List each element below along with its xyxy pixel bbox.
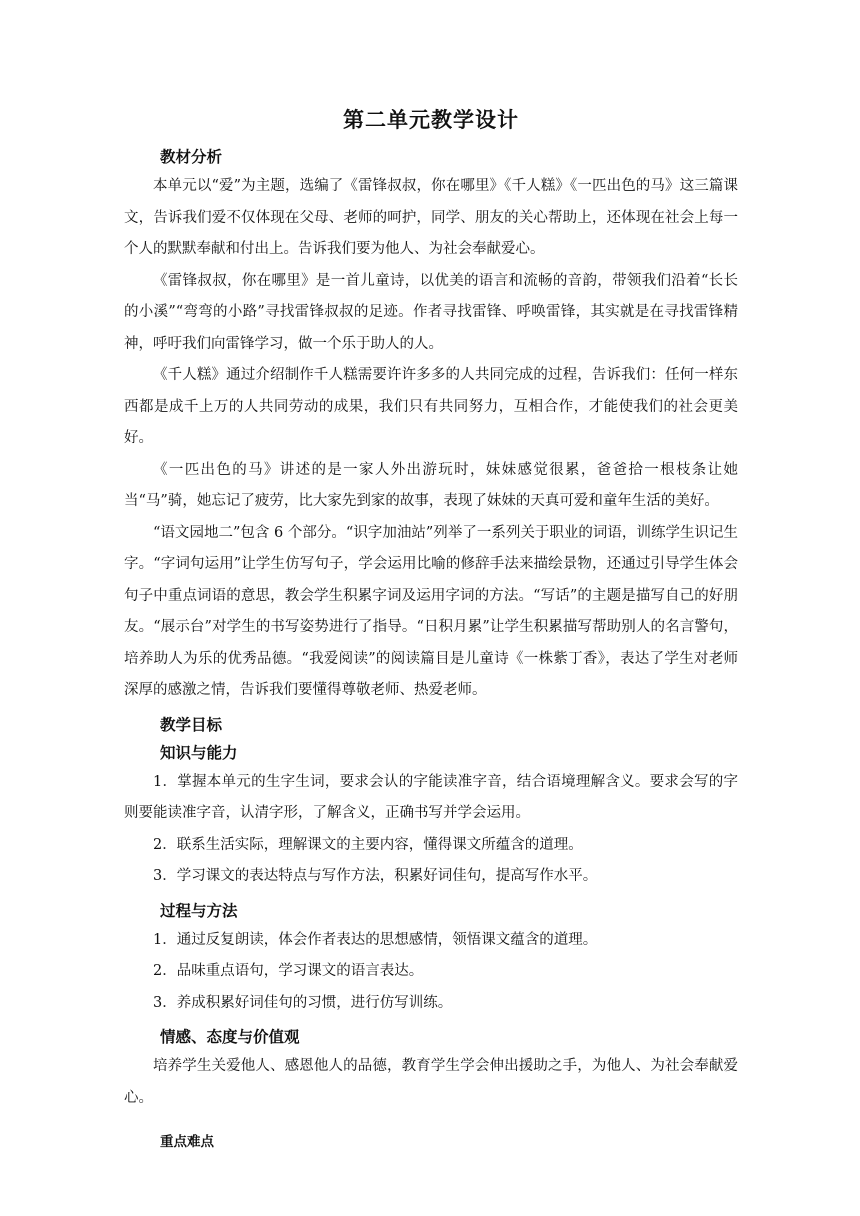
page-title: 第二单元教学设计 (343, 108, 519, 132)
subsection-heading-knowledge: 知识与能力 (160, 743, 238, 762)
knowledge-item: 2．联系生活实际，理解课文的主要内容，懂得课文所蕴含的道理。 (153, 836, 583, 853)
process-item: 2．品味重点语句，学习课文的语言表达。 (153, 963, 424, 979)
section-heading-goals: 教学目标 (160, 715, 223, 734)
analysis-paragraph: 《千人糕》通过介绍制作千人糕需要许许多多的人共同完成的过程，告诉我们：任何一样东西都是成千上万的人共同劳动的成果，我们只有共同努力，互相合作，才能使我们的社会更美好。 (124, 367, 738, 446)
analysis-paragraph: 《雷锋叔叔，你在哪里》是一首儿童诗，以优美的语言和流畅的音韵，带领我们沿着“长长的小溪”“弯弯的小路”寻找雷锋叔叔的足迹。作者寻找雷锋、呼唤雷锋，其实就是在寻找雷锋精神，呼吁我们向雷锋学习，做一个乐于助人的人。 (124, 272, 738, 352)
section-heading-key-points: 重点难点 (160, 1134, 214, 1150)
analysis-paragraph: 本单元以“爱”为主题，选编了《雷锋叔叔，你在哪里》《千人糕》《一匹出色的马》这三篇课文，告诉我们爱不仅体现在父母、老师的呵护，同学、朋友的关心帮助上，还体现在社会上每一个人的默默奉献和付出上。告诉我们要为他人、为社会奉献爱心。 (124, 178, 738, 257)
analysis-paragraph: 《一匹出色的马》讲述的是一家人外出游玩时，妹妹感觉很累，爸爸拾一根枝条让她当“马”骑，她忘记了疲劳，比大家先到家的故事，表现了妹妹的天真可爱和童年生活的美好。 (124, 461, 738, 509)
section-heading-analysis: 教材分析 (160, 148, 223, 166)
subsection-heading-process: 过程与方法 (160, 901, 238, 920)
knowledge-item: 3．学习课文的表达特点与写作方法，积累好词佳句，提高写作水平。 (153, 868, 598, 884)
process-item: 3．养成积累好词佳句的习惯，进行仿写训练。 (153, 994, 453, 1011)
emotion-paragraph: 培养学生关爱他人、感恩他人的品德，教育学生学会伸出援助之手，为他人、为社会奉献爱心。 (124, 1058, 738, 1106)
process-item: 1．通过反复朗读，体会作者表达的思想感情，领悟课文蕴含的道理。 (153, 931, 598, 948)
subsection-heading-emotion: 情感、态度与价值观 (160, 1028, 300, 1046)
knowledge-item: 1．掌握本单元的生字生词，要求会认的字能读准字音，结合语境理解含义。要求会写的字则要能读准字音，认清字形，了解含义，正确书写并学会运用。 (124, 773, 738, 821)
document-body (124, 105, 738, 1152)
analysis-paragraph: “语文园地二”包含 6 个部分。“识字加油站”列举了一系列关于职业的词语，训练学生识记生字。“字词句运用”让学生仿写句子，学会运用比喻的修辞手法来描绘景物，还通过引导学生体会句子中重点词语的意思，教会学生积累字词及运用字词的方法。“写话”的主题是描写自己的好朋友。“展示台”对学生的书写姿势进行了指导。“日积月累”让学生积累描写帮助别人的名言警句，培养助人为乐的优秀品德。“我爱阅读”的阅读篇目是儿童诗《一株紫丁香》，表达了学生对老师深厚的感激之情，告诉我们要懂得尊敬老师、热爱老师。 (124, 524, 738, 698)
